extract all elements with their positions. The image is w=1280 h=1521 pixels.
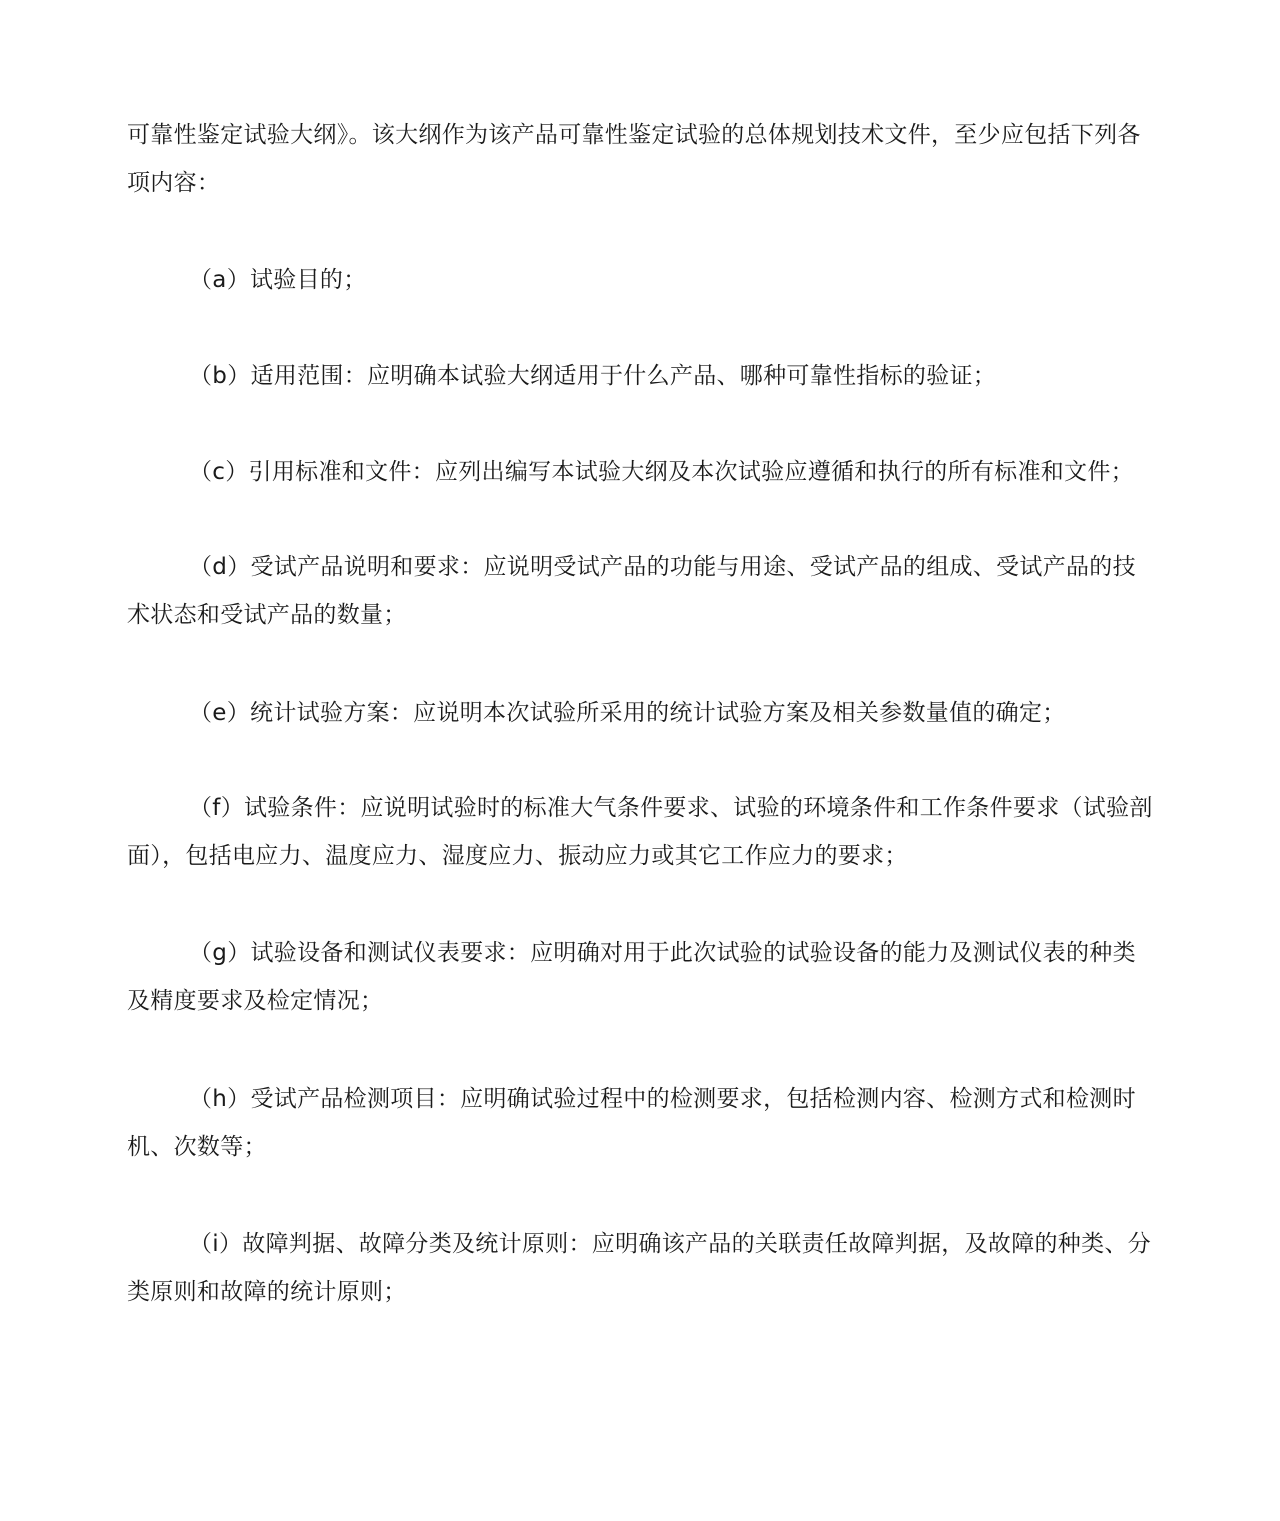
list-item-i: （i）故障判据、故障分类及统计原则：应明确该产品的关联责任故障判据，及故障的种类、分类原则和故障的统计原则； (127, 1231, 1151, 1305)
list-item-g: （g）试验设备和测试仪表要求：应明确对用于此次试验的试验设备的能力及测试仪表的种类及精度要求及检定情况； (127, 940, 1136, 1014)
list-item-h: （h）受试产品检测项目：应明确试验过程中的检测要求，包括检测内容、检测方式和检测时机、次数等； (127, 1086, 1136, 1160)
list-item-e: （e）统计试验方案：应说明本次试验所采用的统计试验方案及相关参数量值的确定； (189, 700, 1066, 726)
intro-paragraph: 可靠性鉴定试验大纲》。该大纲作为该产品可靠性鉴定试验的总体规划技术文件，至少应包括下列各项内容： (127, 122, 1141, 196)
list-item-a: （a）试验目的； (189, 267, 367, 293)
list-item-f: （f）试验条件：应说明试验时的标准大气条件要求、试验的环境条件和工作条件要求（试验剖面），包括电应力、温度应力、湿度应力、振动应力或其它工作应力的要求； (127, 795, 1153, 869)
list-item-d: （d）受试产品说明和要求：应说明受试产品的功能与用途、受试产品的组成、受试产品的技术状态和受试产品的数量； (127, 554, 1136, 628)
list-item-c: （c）引用标准和文件：应列出编写本试验大纲及本次试验应遵循和执行的所有标准和文件； (189, 459, 1134, 485)
list-item-b: （b）适用范围：应明确本试验大纲适用于什么产品、哪种可靠性指标的验证； (189, 363, 997, 389)
